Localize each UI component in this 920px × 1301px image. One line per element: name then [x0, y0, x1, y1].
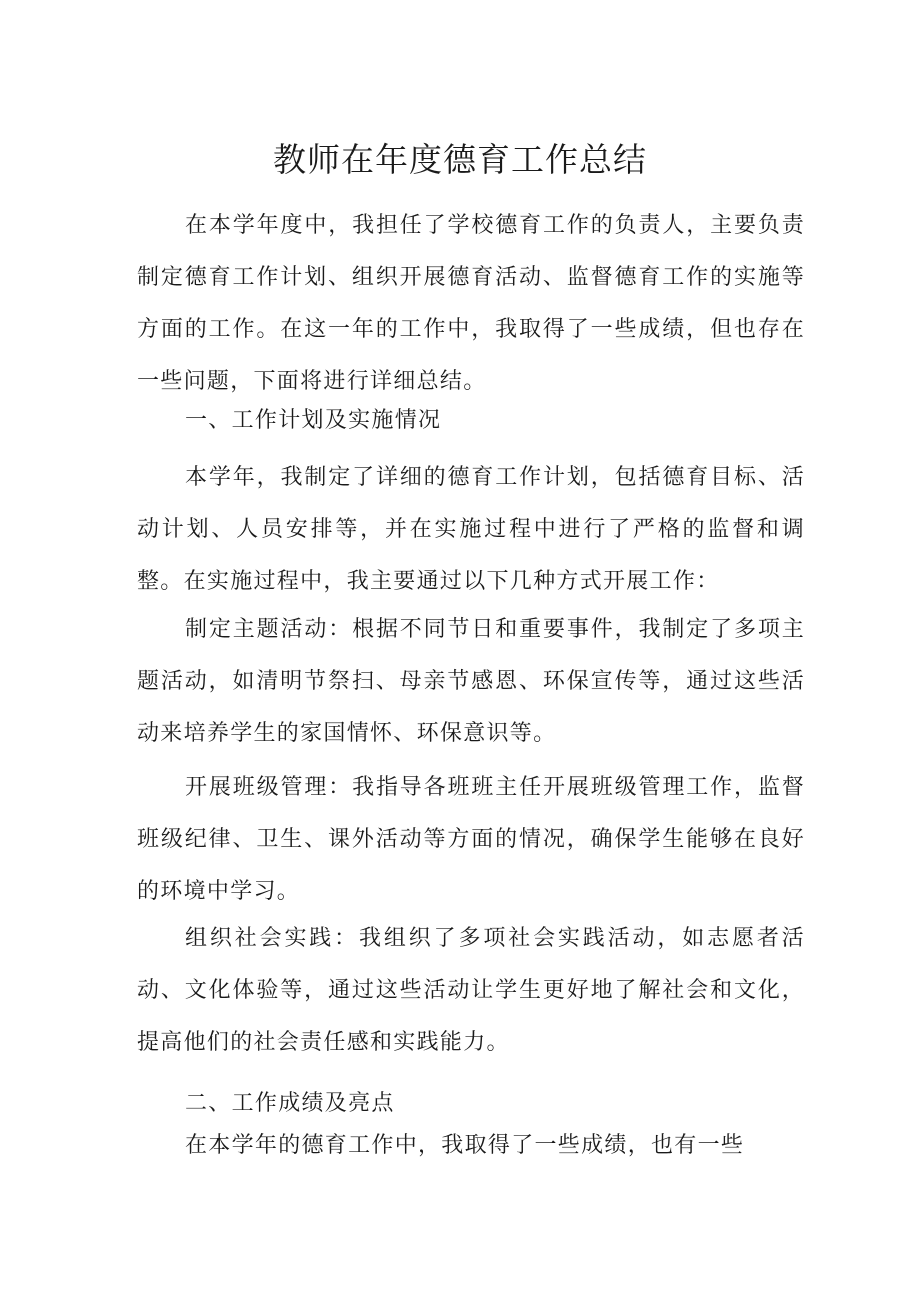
section-heading-plan: 一、工作计划及实施情况: [185, 408, 442, 433]
plan-paragraph: 本学年，我制定了详细的德育工作计划，包括德育目标、活动计划、人员安排等，并在实施过程中进行了严格的监督和调整。在实施过程中，我主要通过以下几种方式开展工作：: [137, 465, 805, 594]
social-practice-paragraph: 组织社会实践：我组织了多项社会实践活动，如志愿者活动、文化体验等，通过这些活动让学生更好地了解社会和文化，提高他们的社会责任感和实践能力。: [137, 926, 805, 1055]
intro-paragraph: 在本学年度中，我担任了学校德育工作的负责人，主要负责制定德育工作计划、组织开展德育活动、监督德育工作的实施等方面的工作。在这一年的工作中，我取得了一些成绩，但也存在一些问题，下面将进行详细总结。: [137, 213, 805, 394]
document-title: 教师在年度德育工作总结: [273, 140, 647, 179]
class-management-paragraph: 开展班级管理：我指导各班班主任开展班级管理工作，监督班级纪律、卫生、课外活动等方面的情况，确保学生能够在良好的环境中学习。: [137, 775, 805, 904]
achievements-paragraph: 在本学年的德育工作中，我取得了一些成绩，也有一些: [185, 1133, 745, 1158]
section-heading-achievements: 二、工作成绩及亮点: [185, 1091, 395, 1116]
theme-activities-paragraph: 制定主题活动：根据不同节日和重要事件，我制定了多项主题活动，如清明节祭扫、母亲节感恩、环保宣传等，通过这些活动来培养学生的家国情怀、环保意识等。: [137, 617, 805, 746]
